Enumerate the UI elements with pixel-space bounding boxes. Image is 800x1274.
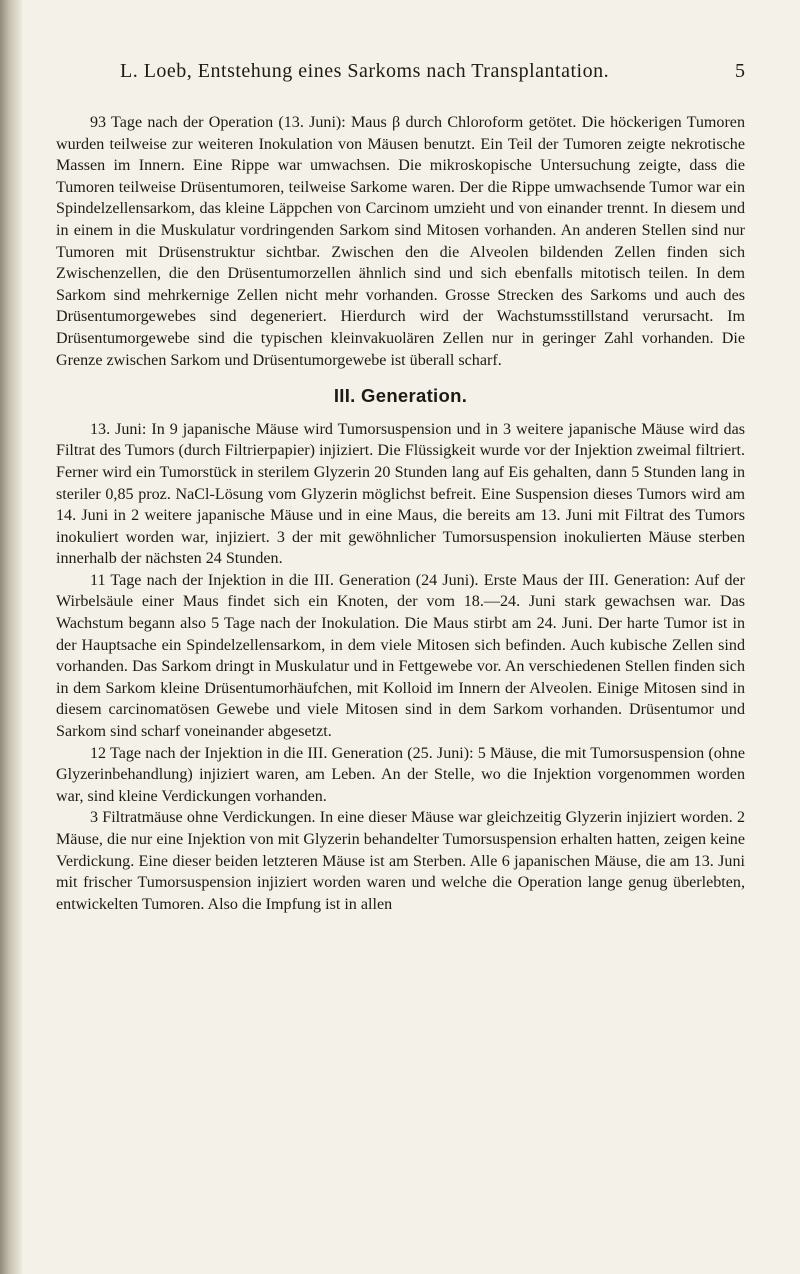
page-header (60, 60, 745, 90)
paragraph: 13. Juni: In 9 japanische Mäuse wird Tumorsuspension und in 3 weitere japanische Mäuse wird das Filtrat des Tumors (durch Filtrierpapier) injiziert. Die Flüssigkeit wurde vor der Injektion zweimal filtriert. Ferner wird ein Tumorstück in sterilem Glyzerin 20 Stunden lang auf Eis gehalten, dann 5 Stunden lang in steriler 0,85 proz. NaCl-Lösung vom Glyzerin möglichst befreit. Eine Suspension dieses Tumors wird am 14. Juni in 2 weitere japanische Mäuse und in eine Maus, die bereits am 13. Juni mit Filtrat des Tumors inokuliert worden war, injiziert. 3 der mit gewöhnlicher Tumorsuspension inokulierten Mäuse sterben innerhalb der nächsten 24 Stunden. (56, 420, 745, 568)
paragraph: 11 Tage nach der Injektion in die III. Generation (24 Juni). Erste Maus der III. Generation: Auf der Wirbelsäule einer Maus findet sich ein Knoten, der vom 18.—24. Juni stark gewachsen war. Das Wachstum begann also 5 Tage nach der Inokulation. Die Maus stirbt am 24. Juni. Der harte Tumor ist in der Hauptsache ein Spindelzellensarkom, in dem viele Mitosen sich befinden. Auch kubische Zellen sind vorhanden. Das Sarkom dringt in Muskulatur und in Fettgewebe vor. An verschiedenen Stellen finden sich in dem Sarkom kleine Drüsentumorhäufchen, mit Kolloid im Innern der Alveolen. Einige Mitosen sind in diesem carcinomatösen Gewebe und viele Mitosen sind in dem Sarkom vorhanden. Drüsentumor und Sarkom sind scharf voneinander abgesetzt. (56, 571, 745, 741)
running-head: L. Loeb, Entstehung eines Sarkoms nach Transplantation. (120, 60, 610, 82)
paragraph: 3 Filtratmäuse ohne Verdickungen. In eine dieser Mäuse war gleichzeitig Glyzerin injiziert worden. 2 Mäuse, die nur eine Injektion von mit Glyzerin behandelter Tumorsuspension erhalten hatten, zeigen keine Verdickung. Eine dieser beiden letzteren Mäuse ist am Sterben. Alle 6 japanischen Mäuse, die am 13. Juni mit frischer Tumorsuspension injiziert worden waren und welche die Operation lange genug überlebten, entwickelten Tumoren. Also die Impfung ist in allen (56, 809, 745, 913)
page-number: 5 (735, 60, 745, 82)
paragraph: 12 Tage nach der Injektion in die III. Generation (25. Juni): 5 Mäuse, die mit Tumorsuspension (ohne Glyzerinbehandlung) injiziert waren, am Leben. An der Stelle, wo die Injektion vorgenommen worden war, sind kleine Verdickungen vorhanden. (56, 744, 745, 805)
paragraph: 93 Tage nach der Operation (13. Juni): Maus β durch Chloroform getötet. Die höckerigen Tumoren wurden teilweise zur weiteren Inokulation von Mäusen benutzt. Ein Teil der Tumoren zeigte nekrotische Massen im Innern. Eine Rippe war umwachsen. Die mikroskopische Untersuchung zeigte, dass die Tumoren teilweise Drüsentumoren, teilweise Sarkome waren. Der die Rippe umwachsende Tumor war ein Spindelzellensarkom, das kleine Läppchen von Carcinom umzieht und von einander trennt. In diesem und in einem in die Muskulatur vordringenden Sarkom sind Mitosen vorhanden. An anderen Stellen sind nur Tumoren mit Drüsenstruktur sichtbar. Zwischen den die Alveolen bildenden Zellen finden sich Zwischenzellen, die den Drüsentumorzellen ähnlich sind und sich ebenfalls mitotisch teilen. In dem Sarkom sind mehrkernige Zellen nicht mehr vorhanden. Grosse Strecken des Sarkoms und auch des Drüsentumorgewebes sind degeneriert. Hierdurch wird der Wachstumsstillstand verursacht. Im Drüsentumorgewebe sind die typischen kleinvakuolären Zellen nur in geringer Zahl vorhanden. Die Grenze zwischen Sarkom und Drüsentumorgewebe ist überall scharf. (56, 114, 745, 369)
body-text (56, 112, 745, 915)
section-heading: III. Generation. (333, 385, 468, 407)
page-edge-shadow (0, 0, 22, 1274)
